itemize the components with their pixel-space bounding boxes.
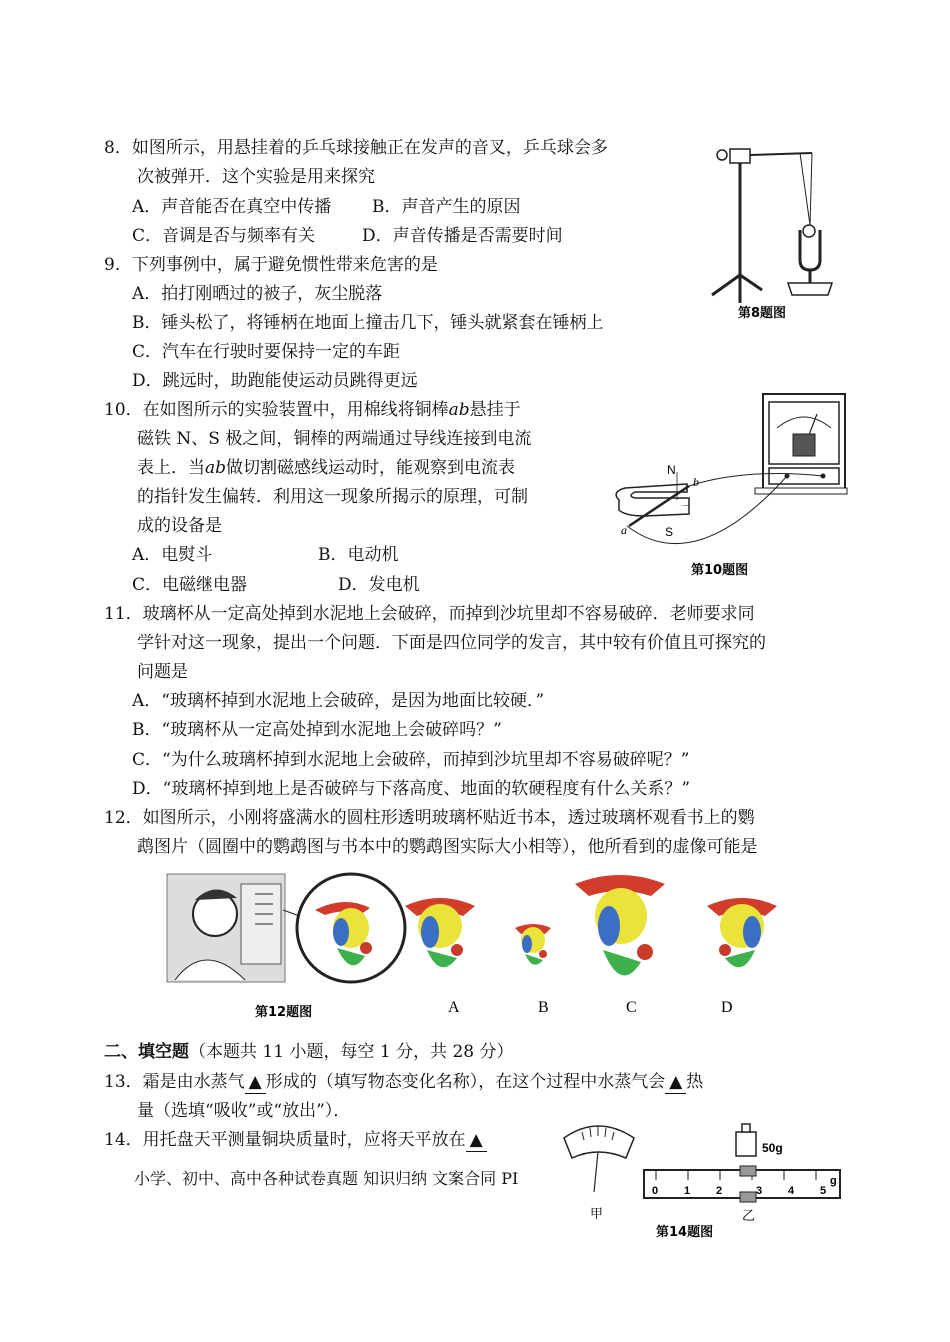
rider-top	[740, 1166, 756, 1176]
figure-12-parrots	[165, 870, 785, 1030]
q13-stem-line2: 量（选填“吸收”或“放出”）．	[137, 1101, 351, 1121]
figure-10-caption: 第10题图	[691, 563, 749, 578]
q10-ab-italic-2: ab	[205, 458, 227, 478]
q10-line1-a: 10．在如图所示的实验装置中，用棉线将铜棒	[104, 400, 449, 420]
q10-stem-line3	[137, 457, 515, 479]
figure-12-label-d: D	[721, 999, 733, 1016]
q13-blank-1[interactable]: ▲	[245, 1071, 266, 1094]
q10-option-c: C．电磁继电器	[132, 575, 248, 595]
q12-stem-line2: 鹉图片（圆圈中的鹦鹉图与书本中的鹦鹉图实际大小相等），他所看到的虚像可能是	[137, 837, 758, 857]
scale-tick-3: 3	[756, 1185, 763, 1197]
q10-option-a: A．电熨斗	[132, 545, 213, 565]
figure-8-caption: 第8题图	[738, 306, 787, 321]
q10-option-b: B．电动机	[318, 545, 399, 565]
q13-line1-a: 13．霜是由水蒸气	[104, 1072, 245, 1092]
q10-ab-italic: ab	[448, 400, 470, 420]
figure-10-label-b: b	[693, 475, 699, 489]
figure-14-label-yi: 乙	[742, 1209, 756, 1224]
q11-option-c: C．“为什么玻璃杯掉到水泥地上会破碎，而掉到沙坑里却不容易破碎呢？”	[132, 750, 690, 770]
figure-14-caption: 第14题图	[656, 1225, 714, 1240]
figure-12-label-c: C	[626, 999, 637, 1016]
parrot-option-b-icon	[515, 924, 551, 965]
q11-option-b: B．“玻璃杯从一定高处掉到水泥地上会破碎吗？”	[132, 720, 502, 740]
figure-12-label-a: A	[448, 999, 460, 1016]
q10-line1-b: 悬挂于	[469, 400, 521, 420]
q8-option-c: C．音调是否与频率有关	[132, 226, 316, 246]
scale-tick-1: 1	[684, 1185, 691, 1197]
q13-blank-2[interactable]: ▲	[665, 1071, 686, 1094]
q9-option-a: A．拍打刚晒过的被子，灰尘脱落	[132, 284, 383, 304]
footer-watermark-text: 小学、初中、高中各种试卷真题 知识归纳 文案合同 PI	[134, 1169, 519, 1188]
q11-stem-line3: 问题是	[137, 662, 188, 682]
scale-tick-2: 2	[716, 1185, 723, 1197]
section-2-note: （本题共 11 小题，每空 1 分，共 28 分）	[189, 1042, 514, 1062]
scale-tick-0: 0	[652, 1185, 659, 1197]
q8-option-d: D．声音传播是否需要时间	[362, 226, 563, 246]
q9-option-d: D．跳远时，助跑能使运动员跳得更远	[132, 371, 418, 391]
q13-line1-c: 热	[686, 1072, 704, 1092]
q10-line3-b: 做切割磁感线运动时，能观察到电流表	[226, 458, 516, 478]
section-2-heading	[104, 1041, 514, 1063]
q10-stem-line5: 成的设备是	[137, 516, 222, 536]
figure-12-caption: 第12题图	[255, 1005, 313, 1020]
figure-14-label-jia: 甲	[590, 1207, 604, 1222]
q8-option-b: B．声音产生的原因	[372, 197, 521, 217]
q10-stem-line2: 磁铁 N、S 极之间，铜棒的两端通过导线连接到电流	[137, 429, 532, 449]
figure-10-label-a: a	[621, 523, 627, 537]
q9-option-c: C．汽车在行驶时要保持一定的车距	[132, 342, 401, 362]
q11-option-d: D．“玻璃杯掉到地上是否破碎与下落高度、地面的软硬程度有什么关系？”	[132, 779, 691, 799]
figure-10-label-n: N	[667, 463, 676, 477]
rider-bottom	[740, 1192, 756, 1202]
q10-line3-a: 表上．当	[137, 458, 205, 478]
q14-blank-1[interactable]: ▲	[466, 1129, 487, 1152]
figure-10-label-s: S	[665, 525, 674, 539]
q14-stem-line1	[104, 1129, 487, 1152]
q11-option-a: A．“玻璃杯掉到水泥地上会破碎，是因为地面比较硬．”	[132, 691, 545, 711]
q10-stem-line1	[104, 399, 521, 421]
scale-tick-4: 4	[788, 1185, 795, 1197]
section-2-title: 二、填空题	[104, 1042, 189, 1062]
q8-stem-line2: 次被弹开．这个实验是用来探究	[137, 167, 375, 187]
q10-option-d: D．发电机	[338, 575, 420, 595]
parrot-option-d-icon	[707, 898, 777, 967]
q12-stem-line1: 12．如图所示，小刚将盛满水的圆柱形透明玻璃杯贴近书本，透过玻璃杯观看书上的鹦	[104, 808, 755, 828]
parrot-option-c-icon	[575, 875, 665, 975]
q9-stem: 9．下列事例中，属于避免惯性带来危害的是	[104, 255, 438, 275]
q11-stem-line1: 11．玻璃杯从一定高处掉到水泥地上会破碎，而掉到沙坑里却不容易破碎．老师要求同	[104, 604, 755, 624]
scale-tick-5: 5	[820, 1185, 827, 1197]
q9-option-b: B．锤头松了，将锤柄在地面上撞击几下，锤头就紧套在锤柄上	[132, 313, 604, 333]
figure-14-balance	[560, 1118, 850, 1240]
q13-stem-line1	[104, 1071, 703, 1094]
figure-8-tuning-fork	[700, 135, 835, 325]
scale-unit: g	[830, 1175, 837, 1187]
q11-stem-line2: 学针对这一现象，提出一个问题．下面是四位同学的发言，其中较有价值且可探究的	[137, 633, 766, 653]
figure-12-label-b: B	[538, 999, 549, 1016]
q10-stem-line4: 的指针发生偏转．利用这一现象所揭示的原理，可制	[137, 487, 528, 507]
figure-14-weight-label: 50g	[762, 1141, 783, 1155]
q14-line1: 14．用托盘天平测量铜块质量时，应将天平放在	[104, 1130, 466, 1150]
figure-10-induction	[605, 388, 850, 580]
q13-line1-b: 形成的（填写物态变化名称），在这个过程中水蒸气会	[265, 1072, 666, 1092]
parrot-option-a-icon	[405, 898, 475, 967]
q8-stem-line1: 8．如图所示，用悬挂着的乒乓球接触正在发声的音叉，乒乓球会多	[104, 138, 608, 158]
q8-option-a: A．声音能否在真空中传播	[132, 197, 332, 217]
